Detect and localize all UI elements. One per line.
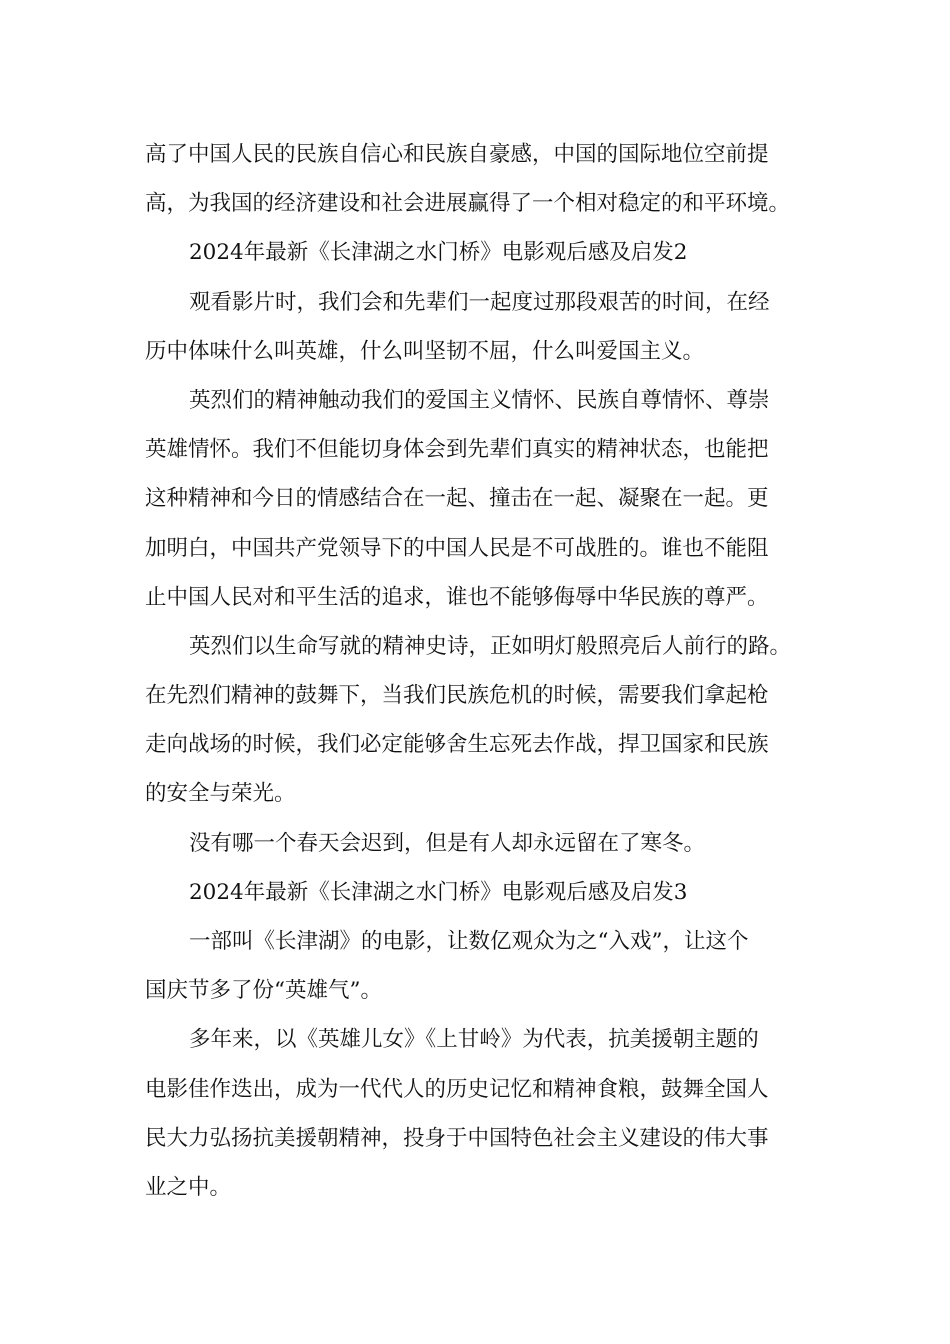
- text-line: 国庆节多了份“英雄气”。: [145, 978, 382, 1004]
- section-heading: 2024年最新《长津湖之水门桥》电影观后感及启发3: [189, 879, 688, 905]
- text-line: 民大力弘扬抗美援朝精神，投身于中国特色社会主义建设的伟大事: [145, 1125, 769, 1151]
- text-line: 一部叫《长津湖》的电影，让数亿观众为之“入戏”，让这个: [189, 929, 749, 954]
- text-line: 没有哪一个春天会迟到，但是有人却永远留在了寒冬。: [189, 830, 706, 856]
- text-line: 英烈们的精神触动我们的爱国主义情怀、民族自尊情怀、尊崇: [189, 387, 770, 413]
- text-line: 这种精神和今日的情感结合在一起、撞击在一起、凝聚在一起。更: [145, 486, 769, 512]
- text-line: 历中体味什么叫英雄，什么叫坚韧不屈，什么叫爱国主义。: [145, 338, 705, 364]
- text-line: 走向战场的时候，我们必定能够舍生忘死去作战，捍卫国家和民族: [145, 732, 769, 758]
- text-line: 电影佳作迭出，成为一代代人的历史记忆和精神食粮，鼓舞全国人: [145, 1076, 769, 1102]
- document-page: [145, 130, 809, 1212]
- text-line: 业之中。: [145, 1174, 232, 1200]
- text-line: 高了中国人民的民族自信心和民族自豪感，中国的国际地位空前提: [145, 142, 769, 167]
- section-heading: 2024年最新《长津湖之水门桥》电影观后感及启发2: [189, 240, 688, 266]
- text-line: 多年来，以《英雄儿女》《上甘岭》为代表，抗美援朝主题的: [189, 1027, 759, 1053]
- text-line: 的安全与荣光。: [145, 781, 296, 807]
- text-line: 英烈们以生命写就的精神史诗，正如明灯般照亮后人前行的路。: [189, 633, 792, 659]
- text-line: 止中国人民对和平生活的追求，谁也不能够侮辱中华民族的尊严。: [145, 584, 769, 610]
- text-line: 英雄情怀。我们不但能切身体会到先辈们真实的精神状态，也能把: [145, 437, 769, 463]
- text-line: 观看影片时，我们会和先辈们一起度过那段艰苦的时间，在经: [189, 289, 770, 315]
- text-line: 在先烈们精神的鼓舞下，当我们民族危机的时候，需要我们拿起枪: [145, 683, 769, 709]
- text-line: 高，为我国的经济建设和社会进展赢得了一个相对稳定的和平环境。: [145, 191, 791, 217]
- text-line: 加明白，中国共产党领导下的中国人民是不可战胜的。谁也不能阻: [145, 535, 769, 561]
